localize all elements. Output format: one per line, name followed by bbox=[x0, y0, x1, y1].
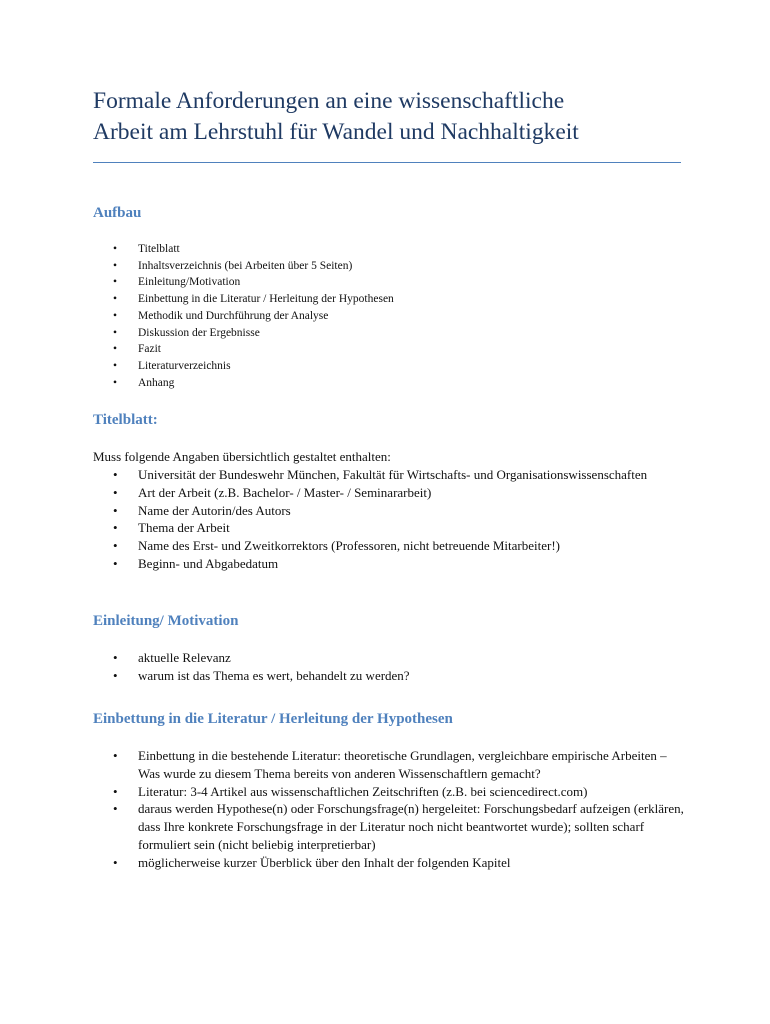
list-item: • Inhaltsverzeichnis (bei Arbeiten über 5 Seiten) bbox=[113, 258, 673, 275]
list-item: • Beginn- und Abgabedatum bbox=[113, 555, 688, 573]
list-item: • Fazit bbox=[113, 341, 673, 358]
list-item: • Einleitung/Motivation bbox=[113, 274, 673, 291]
list-item: • aktuelle Relevanz bbox=[113, 649, 688, 667]
list-item: • daraus werden Hypothese(n) oder Forschungsfrage(n) hergeleitet: Forschungsbedarf aufzeigen (erklären, dass Ihre konkrete Forschungsfrage in der Literatur noch nicht beantwortet wurde); sollten scharf formuliert sein (nicht beliebig interpretierbar) bbox=[113, 800, 688, 853]
title-line-1: Formale Anforderungen an eine wissenschaftliche bbox=[93, 88, 565, 114]
list-item: • Diskussion der Ergebnisse bbox=[113, 325, 673, 342]
list-item: • Literaturverzeichnis bbox=[113, 358, 673, 375]
titelblatt-intro: Muss folgende Angaben übersichtlich gestaltet enthalten: bbox=[93, 449, 391, 464]
titelblatt-list bbox=[113, 466, 688, 573]
list-item: • Titelblatt bbox=[113, 241, 673, 258]
heading-aufbau: Aufbau bbox=[93, 205, 142, 221]
list-item: • Universität der Bundeswehr München, Fakultät für Wirtschafts- und Organisationswissenschaften bbox=[113, 466, 688, 484]
list-item: • möglicherweise kurzer Überblick über den Inhalt der folgenden Kapitel bbox=[113, 854, 688, 872]
title-line-2: Arbeit am Lehrstuhl für Wandel und Nachhaltigkeit bbox=[93, 119, 579, 145]
heading-einbettung: Einbettung in die Literatur / Herleitung der Hypothesen bbox=[93, 711, 453, 727]
einbettung-list bbox=[113, 747, 688, 872]
list-item: • Einbettung in die Literatur / Herleitung der Hypothesen bbox=[113, 291, 673, 308]
list-item: • Thema der Arbeit bbox=[113, 519, 688, 537]
document-title bbox=[93, 86, 693, 148]
title-divider bbox=[93, 162, 681, 163]
list-item: • Anhang bbox=[113, 375, 673, 392]
list-item: • Literatur: 3-4 Artikel aus wissenschaftlichen Zeitschriften (z.B. bei sciencedirect.com) bbox=[113, 783, 688, 801]
list-item: • Name des Erst- und Zweitkorrektors (Professoren, nicht betreuende Mitarbeiter!) bbox=[113, 537, 688, 555]
list-item: • warum ist das Thema es wert, behandelt zu werden? bbox=[113, 667, 688, 685]
list-item: • Art der Arbeit (z.B. Bachelor- / Master- / Seminararbeit) bbox=[113, 484, 688, 502]
aufbau-list bbox=[113, 241, 673, 391]
list-item: • Einbettung in die bestehende Literatur: theoretische Grundlagen, vergleichbare empirische Arbeiten – Was wurde zu diesem Thema bereits von anderen Wissenschaftlern gemacht? bbox=[113, 747, 688, 783]
list-item: • Methodik und Durchführung der Analyse bbox=[113, 308, 673, 325]
einleitung-list bbox=[113, 649, 688, 685]
list-item: • Name der Autorin/des Autors bbox=[113, 502, 688, 520]
heading-titelblatt: Titelblatt: bbox=[93, 412, 158, 428]
heading-einleitung: Einleitung/ Motivation bbox=[93, 613, 239, 629]
